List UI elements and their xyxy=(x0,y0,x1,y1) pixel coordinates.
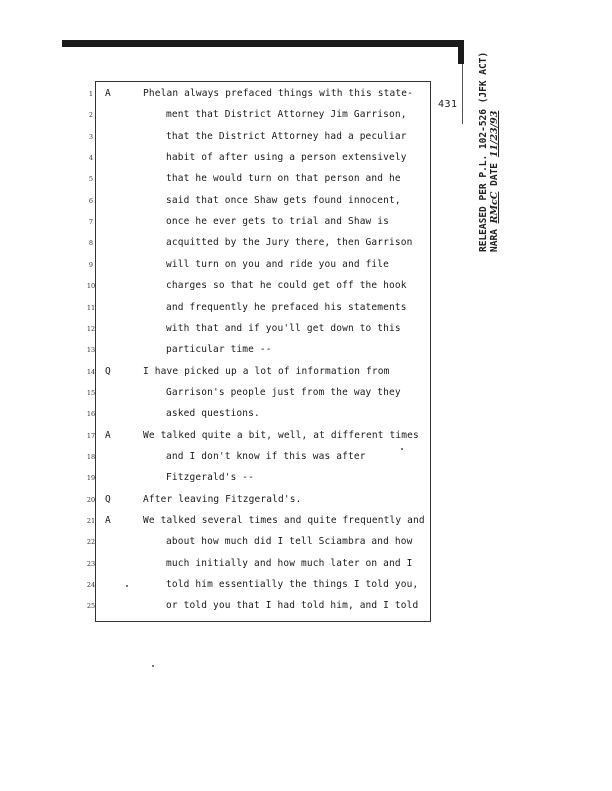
transcript-line-text: much initially and how much later on and I xyxy=(166,557,413,569)
page-number: 431 xyxy=(438,99,458,110)
line-number: 23 xyxy=(86,559,96,568)
line-number: 20 xyxy=(86,495,96,504)
speaker-label: Q xyxy=(105,493,111,505)
line-number: 2 xyxy=(88,111,94,120)
line-number: 12 xyxy=(86,324,96,333)
line-number: 25 xyxy=(86,602,96,611)
transcript-line-text: asked questions. xyxy=(166,408,260,420)
transcript-line-text: will turn on you and ride you and file xyxy=(166,258,390,270)
stamp-release-line: RELEASED PER P.L. 102-526 (JFK ACT) xyxy=(478,51,489,252)
transcript-line-text: We talked quite a bit, well, at different times xyxy=(143,429,419,441)
scan-speck xyxy=(126,585,128,587)
line-number: 16 xyxy=(86,410,96,419)
line-number: 18 xyxy=(86,452,96,461)
speaker-label: A xyxy=(105,429,111,441)
line-number: 15 xyxy=(86,388,96,397)
line-number: 13 xyxy=(86,346,96,355)
stamp-nara-line xyxy=(489,52,500,252)
stamp-signature: RMcC xyxy=(489,191,500,224)
speaker-label: A xyxy=(105,88,111,99)
declassification-stamp xyxy=(478,52,500,252)
line-number: 14 xyxy=(86,367,96,376)
speaker-label: A xyxy=(105,515,111,526)
line-number: 3 xyxy=(88,132,94,141)
line-number: 11 xyxy=(86,303,96,312)
top-black-bar xyxy=(62,40,464,47)
line-number: 4 xyxy=(88,154,94,163)
margin-line xyxy=(462,64,463,124)
line-number: 17 xyxy=(86,431,96,440)
transcript-line-text: that he would turn on that person and he xyxy=(166,173,401,185)
scan-speck xyxy=(152,665,154,667)
transcript-line-text: once he ever gets to trial and Shaw is xyxy=(166,216,390,228)
transcript-line-text: that the District Attorney had a peculiar xyxy=(166,130,407,142)
line-number: 21 xyxy=(86,517,96,525)
line-number: 9 xyxy=(88,260,94,269)
transcript-line-text: We talked several times and quite frequently and xyxy=(143,515,425,526)
scan-speck xyxy=(401,448,403,450)
transcript-line-text: said that once Shaw gets found innocent, xyxy=(166,194,401,206)
transcript-line-text: acquitted by the Jury there, then Garrison xyxy=(166,237,413,249)
transcript-line-text: I have picked up a lot of information from xyxy=(143,365,390,377)
line-number: 7 xyxy=(88,218,94,227)
transcript-line-text: After leaving Fitzgerald's. xyxy=(143,493,302,505)
stamp-nara-label: NARA xyxy=(489,229,500,252)
transcript-line-text: Fitzgerald's -- xyxy=(166,472,255,484)
line-number: 19 xyxy=(86,474,96,483)
transcript-line-text: charges so that he could get off the hook xyxy=(166,280,407,292)
transcript-line-text: Phelan always prefaced things with this state- xyxy=(143,88,413,99)
transcript-line-text: or told you that I had told him, and I told xyxy=(166,600,419,612)
transcript-line-text: told him essentially the things I told you, xyxy=(166,579,419,591)
line-number: 8 xyxy=(88,239,94,248)
transcript-line-text: habit of after using a person extensively xyxy=(166,152,407,164)
transcript-line-text: and I don't know if this was after xyxy=(166,450,366,462)
line-number: 1 xyxy=(88,90,94,98)
line-number: 5 xyxy=(88,175,94,184)
transcript-line-text: about how much did I tell Sciambra and how xyxy=(166,536,413,548)
transcript-line-text: with that and if you'll get down to this xyxy=(166,322,401,334)
transcript-line-text: Garrison's people just from the way they xyxy=(166,386,401,398)
transcript-line-text: ment that District Attorney Jim Garrison, xyxy=(166,109,407,121)
transcript-line-text: and frequently he prefaced his statements xyxy=(166,301,407,313)
stamp-date: 11/23/93 xyxy=(489,110,500,158)
stamp-date-label: DATE xyxy=(489,162,500,186)
line-number: 6 xyxy=(88,196,94,205)
line-number: 10 xyxy=(86,282,96,291)
speaker-label: Q xyxy=(105,365,111,377)
line-number: 22 xyxy=(86,538,96,547)
line-number: 24 xyxy=(86,581,96,590)
transcript-line-text: particular time -- xyxy=(166,344,272,356)
top-bar-corner xyxy=(458,40,464,64)
